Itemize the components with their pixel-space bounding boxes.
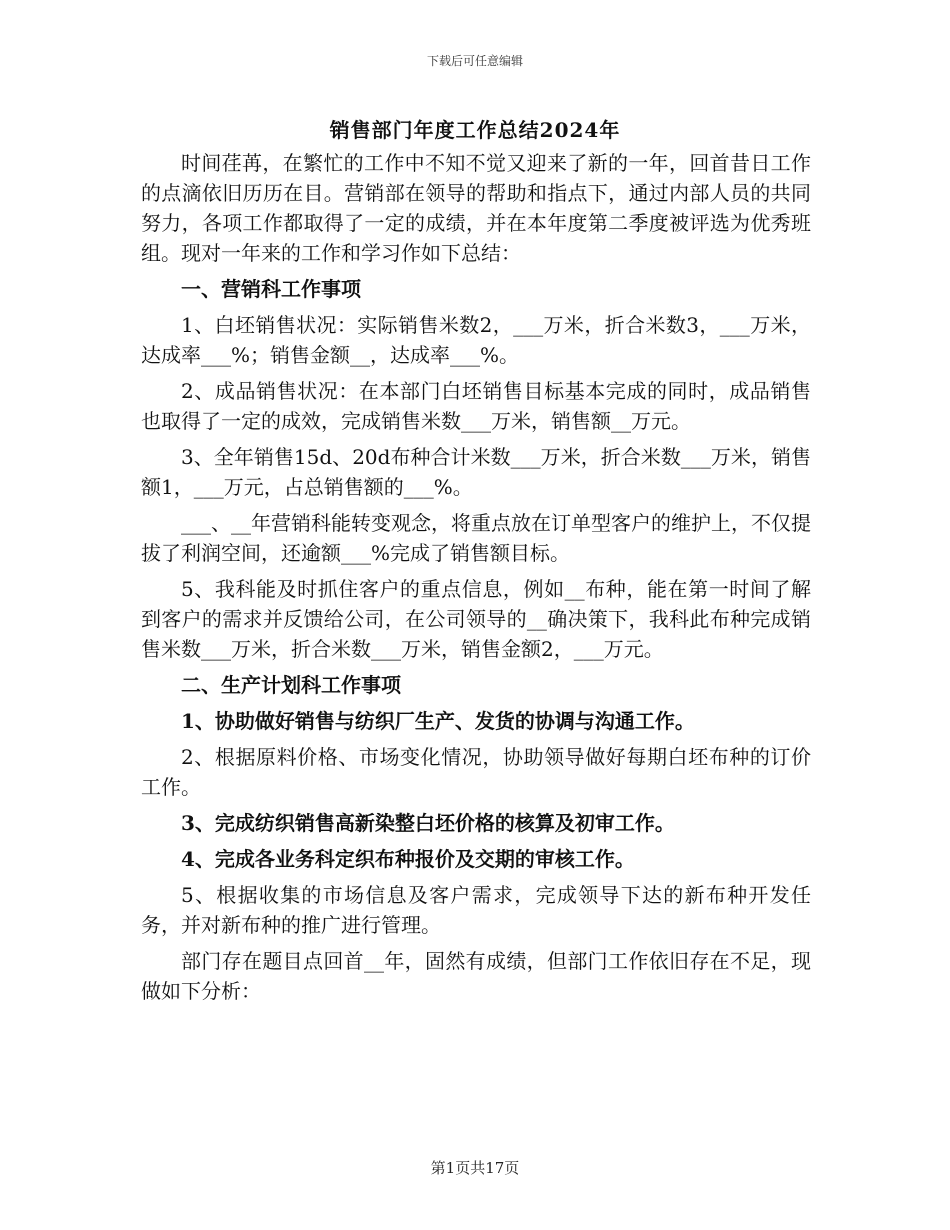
section-heading-production: 二、生产计划科工作事项 xyxy=(181,673,401,697)
paragraph-item: 3、全年销售15d、20d布种合计米数___万米，折合米数___万米，销售额1，___万元，占总销售额的___%。 xyxy=(141,445,811,499)
paragraph-intro: 时间荏苒，在繁忙的工作中不知不觉又迎来了新的一年，回首昔日工作的点滴依旧历历在目。营销部在领导的帮助和指点下，通过内部人员的共同努力，各项工作都取得了一定的成绩，并在本年度第二季度被评选为优秀班组。现对一年来的工作和学习作如下总结： xyxy=(141,151,811,265)
document-body xyxy=(141,148,811,1012)
paragraph-item-bold: 1、协助做好销售与纺织厂生产、发货的协调与沟通工作。 xyxy=(181,709,695,733)
paragraph-item: ___、__年营销科能转变观念，将重点放在订单型客户的维护上，不仅提拔了利润空间，还逾额___%完成了销售额目标。 xyxy=(141,511,811,565)
document-title: 销售部门年度工作总结2024年 xyxy=(329,118,621,142)
paragraph-item-bold: 4、完成各业务科定织布种报价及交期的审核工作。 xyxy=(181,847,635,871)
paragraph-item-bold: 3、完成纺织销售高新染整白坯价格的核算及初审工作。 xyxy=(181,811,675,835)
paragraph-item: 2、根据原料价格、市场变化情况，协助领导做好每期白坯布种的订价工作。 xyxy=(141,745,811,799)
paragraph-item: 5、根据收集的市场信息及客户需求，完成领导下达的新布种开发任务，并对新布种的推广进行管理。 xyxy=(141,883,811,937)
page-header-note: 下载后可任意编辑 xyxy=(426,54,523,68)
paragraph-item: 2、成品销售状况：在本部门白坯销售目标基本完成的同时，成品销售也取得了一定的成效，完成销售米数___万米，销售额__万元。 xyxy=(141,379,811,433)
page-footer-number: 第1页共17页 xyxy=(430,1159,520,1177)
paragraph-analysis: 部门存在题目点回首__年，固然有成绩，但部门工作依旧存在不足，现做如下分析： xyxy=(141,949,811,1003)
paragraph-item: 1、白坯销售状况：实际销售米数2，___万米，折合米数3，___万米，达成率___%；销售金额__，达成率___%。 xyxy=(141,313,811,367)
paragraph-item: 5、我科能及时抓住客户的重点信息，例如__布种，能在第一时间了解到客户的需求并反馈给公司，在公司领导的__确决策下，我科此布种完成销售米数___万米，折合米数___万米，销售金额2，___万元。 xyxy=(141,577,811,661)
section-heading-marketing: 一、营销科工作事项 xyxy=(181,277,361,301)
